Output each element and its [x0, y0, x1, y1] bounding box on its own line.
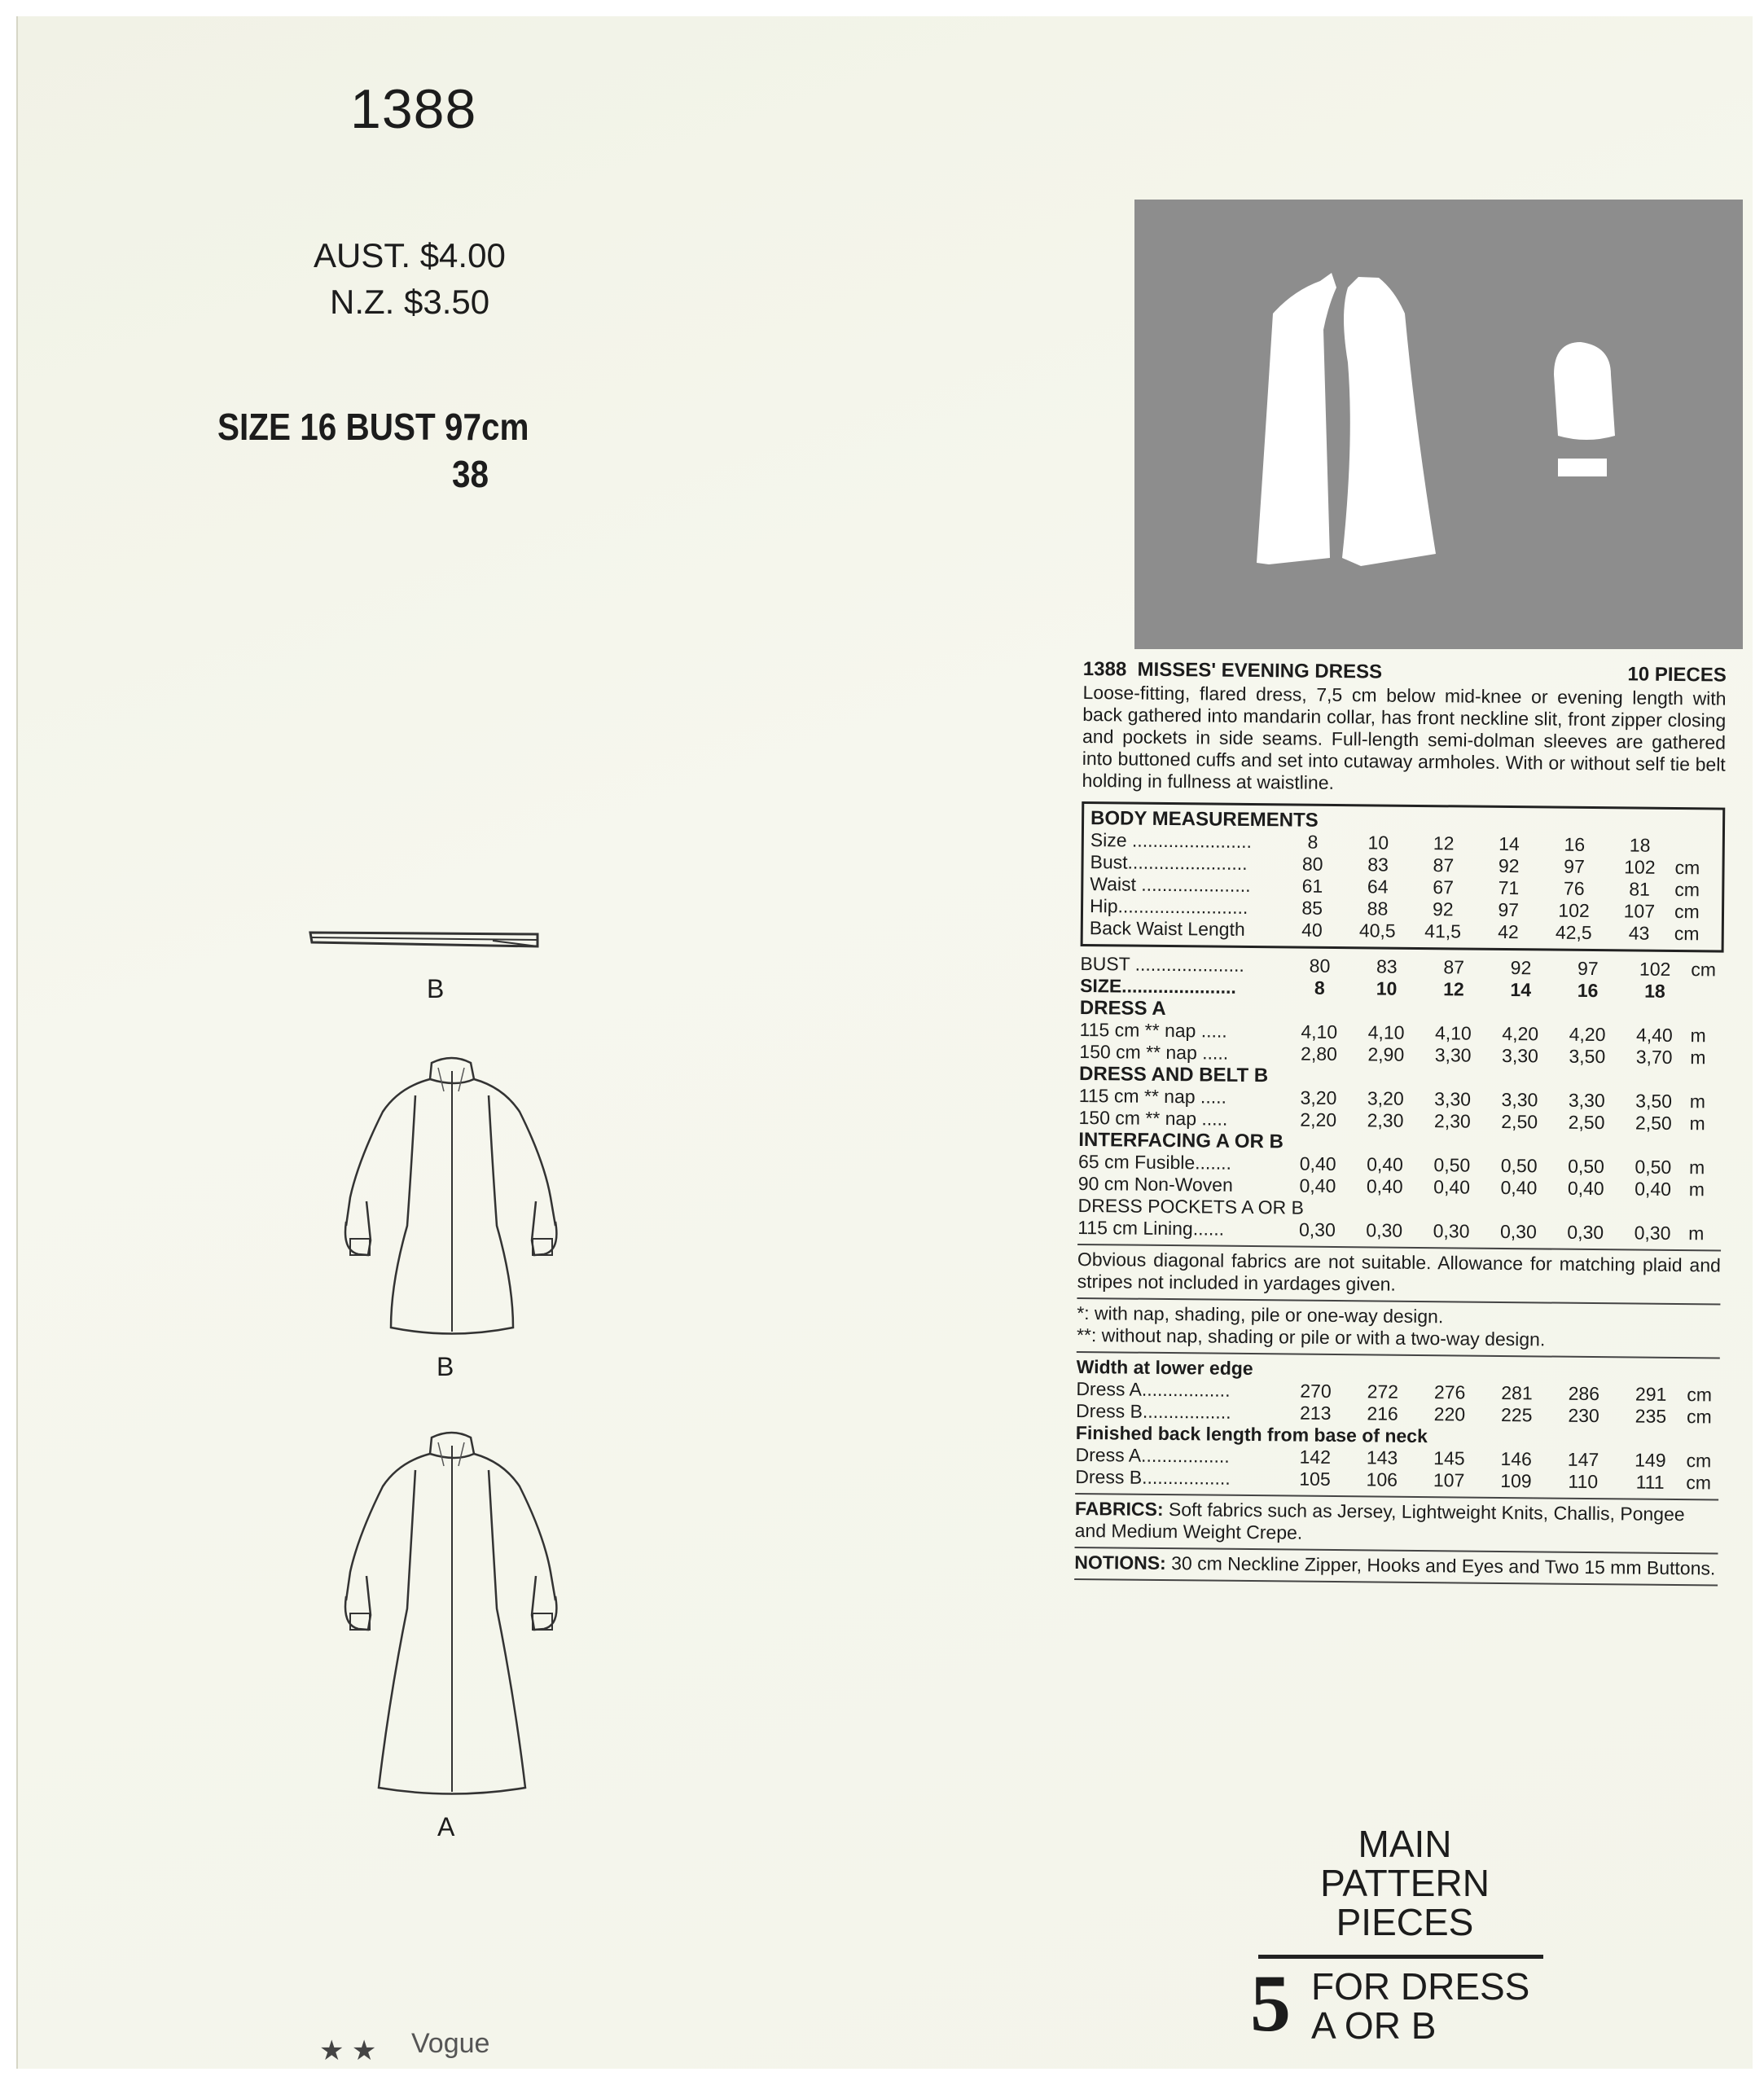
cell-value: 3,30	[1501, 1088, 1538, 1111]
cell-value: 80	[1301, 853, 1323, 875]
row-label: Bust.......................	[1090, 851, 1248, 874]
cell-value: 87	[1433, 854, 1455, 876]
cell-value: 92	[1510, 957, 1532, 979]
cell-value: 0,30	[1298, 1218, 1336, 1241]
cell-value: 272	[1367, 1380, 1399, 1402]
cell-value: 0,40	[1433, 1176, 1471, 1198]
section-title: DRESS POCKETS A OR B	[1077, 1194, 1305, 1218]
cell-value: 3,50	[1569, 1045, 1606, 1068]
cell-value: 0,40	[1635, 1178, 1672, 1200]
cell-value: 142	[1299, 1446, 1332, 1468]
row-label: Dress B.................	[1076, 1399, 1231, 1423]
cell-value: 0,40	[1500, 1176, 1538, 1199]
cell-value: 270	[1300, 1380, 1332, 1402]
info-title: MISSES' EVENING DRESS	[1137, 658, 1383, 683]
section-grid	[1078, 1085, 1722, 1135]
cell-value: 2,50	[1501, 1110, 1538, 1133]
cell-value: 92	[1498, 854, 1520, 877]
cell-unit: m	[1690, 1025, 1706, 1047]
row-label: 65 cm Fusible.......	[1077, 1150, 1232, 1174]
cell-value: 2,50	[1635, 1112, 1672, 1134]
cell-value: 80	[1309, 955, 1331, 977]
yardage-sections	[1077, 997, 1723, 1245]
fabrics-text: Soft fabrics such as Jersey, Lightweight Knits, Challis, Pongee and Medium Weight Crepe.	[1074, 1499, 1685, 1543]
cell-unit: m	[1688, 1179, 1705, 1201]
cell-value: 43	[1628, 922, 1650, 944]
row-label: 115 cm ** nap .....	[1078, 1084, 1227, 1108]
body-measurements-title: BODY MEASUREMENTS	[1090, 807, 1319, 832]
cell-unit: m	[1688, 1222, 1705, 1244]
section-title: DRESS A	[1079, 996, 1166, 1020]
cell-value: 16	[1577, 979, 1599, 1002]
cell-value: 0,30	[1433, 1220, 1470, 1242]
cell-value: 42	[1498, 920, 1519, 943]
cell-unit: m	[1690, 1047, 1706, 1069]
cell-value: 0,40	[1299, 1152, 1336, 1175]
cell-value: 8	[1314, 977, 1325, 999]
cell-value: 3,20	[1300, 1086, 1337, 1109]
cell-unit: cm	[1686, 1450, 1712, 1472]
row-label: 150 cm ** nap .....	[1079, 1040, 1229, 1064]
mpp-for	[1311, 1967, 1529, 2045]
row-label: Size .......................	[1090, 829, 1253, 852]
cell-value: 92	[1432, 898, 1454, 920]
cell-value: 16	[1564, 833, 1586, 855]
cell-value: 0,30	[1634, 1222, 1671, 1244]
section-grid	[1079, 1019, 1722, 1069]
row-label: 150 cm ** nap .....	[1078, 1106, 1228, 1130]
cell-value: 0,40	[1366, 1175, 1403, 1197]
cell-value: 0,50	[1433, 1154, 1471, 1176]
cell-value: 2,30	[1367, 1109, 1404, 1131]
pattern-number: 1388	[350, 78, 477, 140]
row-label: Dress A.................	[1076, 1377, 1231, 1401]
cell-value: 0,50	[1500, 1154, 1538, 1177]
row-label: Dress B.................	[1075, 1465, 1231, 1489]
pattern-info-panel	[1074, 658, 1727, 1590]
cell-value: 87	[1443, 956, 1465, 978]
length-grid	[1075, 1444, 1718, 1495]
cell-value: 220	[1433, 1403, 1466, 1425]
cell-value: 18	[1629, 834, 1651, 856]
info-pieces: 10 PIECES	[1627, 663, 1727, 687]
cell-value: 216	[1367, 1402, 1398, 1424]
cell-value: 71	[1498, 876, 1520, 899]
cell-value: 145	[1433, 1447, 1465, 1469]
dress-a-back-view	[334, 1421, 570, 1796]
cell-value: 143	[1366, 1446, 1398, 1468]
cell-unit: m	[1688, 1157, 1705, 1179]
cell-value: 3,50	[1635, 1090, 1673, 1112]
size-bust-line: SIZE 16 BUST 97cm	[217, 406, 529, 448]
dress-b-back-view	[334, 1047, 570, 1336]
cell-value: 81	[1629, 878, 1651, 900]
cell-value: 2,90	[1367, 1043, 1405, 1065]
mpp-count: 5	[1250, 1958, 1291, 2048]
cell-value: 2,20	[1300, 1108, 1337, 1131]
width-grid	[1076, 1378, 1719, 1429]
cell-value: 14	[1510, 979, 1532, 1001]
cell-value: 40,5	[1358, 920, 1396, 942]
belt-illustration	[305, 924, 550, 957]
cell-unit: cm	[1686, 1406, 1712, 1428]
cell-value: 67	[1433, 876, 1455, 898]
price-nz: N.Z. $3.50	[330, 283, 490, 321]
cell-value: 83	[1376, 955, 1398, 977]
cell-unit: cm	[1674, 900, 1700, 923]
row-label: 115 cm Lining......	[1077, 1216, 1225, 1240]
cell-value: 0,40	[1367, 1153, 1404, 1175]
mpp-line-3: PIECES	[1336, 1901, 1474, 1943]
cell-value: 111	[1635, 1471, 1665, 1493]
cell-value: 291	[1635, 1383, 1667, 1405]
cell-value: 4,10	[1367, 1021, 1405, 1043]
row-label: Waist .....................	[1090, 873, 1251, 896]
dress-a-label: A	[437, 1812, 455, 1841]
main-pattern-pieces	[1270, 1824, 1539, 1942]
cell-value: 2,80	[1301, 1042, 1338, 1065]
cell-value: 12	[1433, 832, 1455, 854]
notions	[1074, 1552, 1718, 1580]
note-nap-2: **: without nap, shading or pile or with a two-way design.	[1076, 1323, 1546, 1350]
fabrics	[1075, 1498, 1718, 1548]
mpp-line-2: PATTERN	[1320, 1862, 1490, 1904]
cell-value: 281	[1501, 1381, 1533, 1404]
cell-value: 0,40	[1299, 1174, 1336, 1197]
cell-value: 235	[1635, 1405, 1667, 1427]
cell-value: 105	[1299, 1468, 1331, 1490]
cell-value: 4,10	[1434, 1022, 1472, 1044]
cell-value: 8	[1307, 831, 1319, 853]
cell-unit	[1691, 981, 1723, 1003]
size-inches: 38	[452, 453, 489, 495]
cell-value: 4,20	[1502, 1022, 1539, 1045]
info-description: Loose-fitting, flared dress, 7,5 cm below mid-knee or evening length with back gathered into mandarin collar, has front neckline slit, front zipper closing and pockets in side seams. Full-length semi-dolman sleeves are gathered into buttoned cuffs and set into cutaway armholes. With or without self tie belt holding in fullness at waistline.	[1082, 681, 1727, 793]
mpp-line-1: MAIN	[1358, 1823, 1452, 1865]
price-aust: AUST. $4.00	[314, 236, 506, 274]
cell-value: 88	[1367, 898, 1389, 920]
cell-value: 2,50	[1568, 1111, 1605, 1134]
row-label: BUST .....................	[1080, 952, 1245, 976]
pattern-pieces-diagram	[1134, 200, 1743, 649]
row-label: 90 cm Non-Woven	[1077, 1172, 1233, 1196]
notions-text: 30 cm Neckline Zipper, Hooks and Eyes and Two 15 mm Buttons.	[1171, 1552, 1716, 1579]
width-title: Width at lower edge	[1076, 1355, 1253, 1380]
cell-value: 0,30	[1499, 1220, 1537, 1243]
section-grid	[1078, 1151, 1722, 1201]
cell-value: 146	[1500, 1447, 1533, 1470]
cell-value: 97	[1577, 957, 1599, 980]
cell-value: 225	[1500, 1403, 1533, 1426]
cell-unit: cm	[1674, 922, 1700, 945]
cell-value: 61	[1301, 875, 1323, 897]
cell-value: 3,30	[1434, 1088, 1472, 1110]
info-pattern-number: 1388	[1082, 658, 1127, 681]
cell-value: 213	[1299, 1402, 1332, 1424]
cell-value: 4,10	[1301, 1021, 1338, 1043]
dress-b-label: B	[437, 1352, 454, 1381]
cell-value: 0,40	[1567, 1177, 1604, 1200]
row-label: Hip.........................	[1089, 895, 1248, 918]
cell-value: 83	[1367, 854, 1389, 876]
cell-value: 3,70	[1635, 1046, 1673, 1068]
cell-value: 85	[1301, 897, 1323, 919]
cell-value: 42,5	[1555, 921, 1592, 944]
cell-value: 276	[1433, 1381, 1466, 1403]
cell-value: 3,30	[1434, 1044, 1472, 1066]
section-title: DRESS AND BELT B	[1078, 1062, 1269, 1087]
fabrics-label: FABRICS:	[1074, 1497, 1164, 1520]
cell-unit: cm	[1674, 856, 1700, 879]
cell-value: 147	[1567, 1448, 1599, 1471]
row-label: Dress A.................	[1075, 1443, 1230, 1467]
row-label: 115 cm ** nap .....	[1079, 1018, 1227, 1042]
vogue-brand: Vogue	[411, 2028, 490, 2059]
cell-value: 76	[1563, 877, 1585, 899]
cell-value: 107	[1433, 1469, 1465, 1491]
note-nap-1: *: with nap, shading, pile or one-way design.	[1077, 1301, 1444, 1328]
note-diagonal: Obvious diagonal fabrics are not suitable. Allowance for matching plaid and stripes not included in yardages given.	[1077, 1248, 1722, 1295]
cell-value: 110	[1568, 1470, 1599, 1493]
cell-value: 3,20	[1367, 1087, 1404, 1109]
cell-unit: cm	[1686, 1472, 1712, 1494]
cell-value: 0,30	[1567, 1221, 1604, 1244]
star-rating-icon: ★ ★	[319, 2035, 377, 2066]
body-measurements-grid	[1090, 829, 1716, 945]
cell-value: 10	[1367, 832, 1389, 854]
cell-unit: cm	[1691, 959, 1717, 981]
cell-value: 12	[1443, 978, 1464, 1000]
cell-unit	[1675, 835, 1716, 857]
body-measurements-table	[1081, 801, 1726, 953]
cell-value: 2,30	[1433, 1110, 1471, 1132]
cell-unit: cm	[1687, 1384, 1713, 1406]
length-title: Finished back length from base of neck	[1075, 1421, 1428, 1447]
cell-unit: cm	[1674, 878, 1700, 901]
cell-value: 0,50	[1635, 1156, 1672, 1178]
cell-value: 3,30	[1568, 1089, 1605, 1112]
cell-value: 286	[1568, 1382, 1600, 1405]
cell-value: 40	[1301, 919, 1323, 941]
notions-label: NOTIONS:	[1074, 1551, 1166, 1574]
mpp-for-1: FOR DRESS	[1311, 1965, 1530, 2008]
cell-value: 64	[1367, 876, 1389, 898]
mpp-for-2: A OR B	[1311, 2004, 1437, 2047]
cell-value: 109	[1500, 1469, 1532, 1492]
cell-value: 4,40	[1635, 1024, 1673, 1046]
cell-value: 149	[1635, 1449, 1666, 1471]
cell-value: 18	[1644, 980, 1665, 1002]
cell-value: 97	[1564, 855, 1585, 877]
cell-value: 4,20	[1569, 1023, 1606, 1046]
cell-value: 10	[1376, 977, 1398, 999]
row-label: SIZE......................	[1080, 974, 1236, 998]
cell-unit: m	[1689, 1091, 1706, 1113]
cell-unit: m	[1689, 1113, 1705, 1135]
cell-value: 41,5	[1424, 920, 1462, 942]
cell-value: 107	[1623, 900, 1656, 922]
cell-value: 102	[1639, 958, 1671, 980]
cell-value: 3,30	[1501, 1044, 1539, 1067]
cell-value: 0,50	[1568, 1155, 1605, 1178]
row-label: Back Waist Length	[1089, 917, 1245, 940]
cell-value: 14	[1499, 832, 1520, 855]
cell-value: 230	[1568, 1404, 1599, 1427]
mpp-divider	[1258, 1955, 1543, 1959]
cell-value: 102	[1624, 856, 1656, 878]
bust-size-grid	[1080, 953, 1723, 1003]
belt-label: B	[427, 974, 445, 1003]
cell-value: 106	[1366, 1468, 1398, 1490]
cell-value: 0,30	[1366, 1219, 1403, 1241]
cell-value: 97	[1498, 898, 1520, 921]
section-title: INTERFACING A OR B	[1078, 1128, 1284, 1153]
cell-value: 102	[1558, 899, 1590, 921]
